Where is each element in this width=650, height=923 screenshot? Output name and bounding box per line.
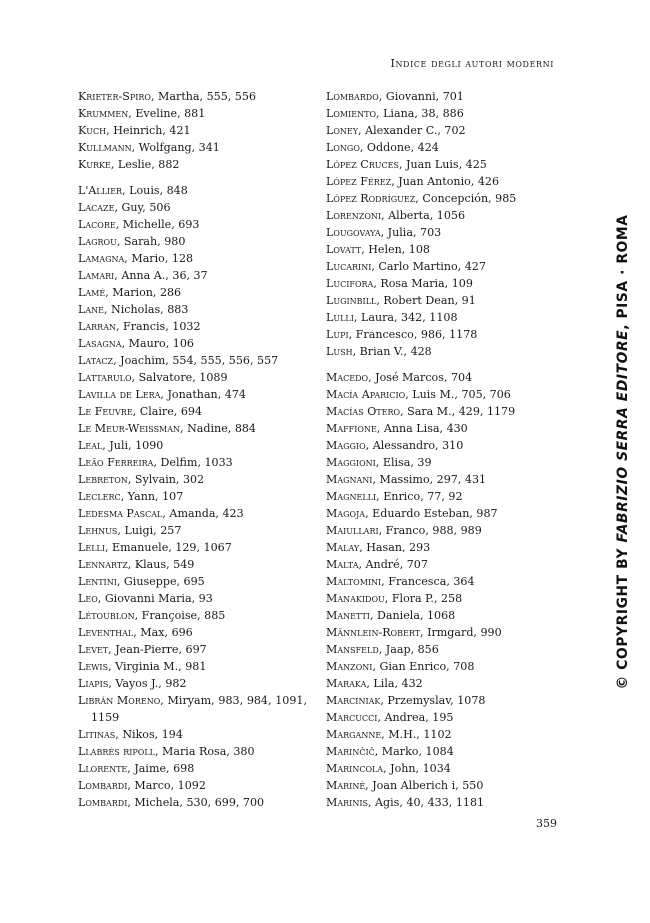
index-entry [78,267,307,284]
author-details: , Massimo, 297, 431 [372,473,487,486]
author-details: , Guy, 506 [114,201,171,214]
letter-group-gap [326,360,546,369]
author-surname: Lehnus [78,524,118,537]
author-surname: Kullmann [78,141,132,154]
author-surname: Marinis [326,796,368,809]
author-details: , Amanda, 423 [162,507,244,520]
author-surname: Lentini [78,575,117,588]
index-entry [326,156,546,173]
author-details: , Irmgard, 990 [420,626,502,639]
author-details: , Daniela, 1068 [369,609,456,622]
index-entry [78,471,307,488]
index-entry [326,624,546,641]
index-entry [326,658,546,675]
author-details: , Rosa Maria, 109 [373,277,473,290]
author-details: , Sara M., 429, 1179 [400,405,516,418]
author-details: , Anna A., 36, 37 [114,269,208,282]
index-entry [78,420,307,437]
author-surname: Le Meur-Weissman [78,422,181,435]
author-details: , Marco, 1092 [127,779,206,792]
author-details: , José Marcos, 704 [368,371,473,384]
author-details: , Enrico, 77, 92 [376,490,463,503]
copyright-suffix: , PISA · ROMA [615,214,631,330]
author-details: , Mauro, 106 [121,337,194,350]
author-surname: Marcucci [326,711,378,724]
author-surname: Kurke [78,158,111,171]
index-entry [78,216,307,233]
author-details: , Juli, 1090 [102,439,164,452]
author-details: , Agis, 40, 433, 1181 [367,796,485,809]
author-surname: Maggioni [326,456,376,469]
author-surname: Leal [78,439,103,452]
copyright-publisher: FABRIZIO SERRA EDITORE [615,329,631,543]
index-entry [78,539,307,556]
author-details: , Mario, 128 [124,252,194,265]
index-entry [326,292,546,309]
index-entry [326,275,546,292]
author-details: , Jonathan, 474 [160,388,246,401]
index-entry [78,233,307,250]
author-surname: Maiullari [326,524,379,537]
author-surname: Lelli [78,541,105,554]
author-surname: Longo [326,141,360,154]
author-surname: Magoja [326,507,366,520]
author-surname: Lennartz [78,558,128,571]
author-details: , Oddone, 424 [359,141,439,154]
author-surname: Marincola [326,762,384,775]
copyright-prefix: © COPYRIGHT BY [615,542,631,690]
author-details: , Delfim, 1033 [153,456,233,469]
author-surname: Lacore [78,218,116,231]
author-surname: Lane [78,303,104,316]
index-entry [326,760,546,777]
index-entry [78,352,307,369]
author-details: , Liana, 38, 886 [376,107,464,120]
author-details: , Salvatore, 1089 [131,371,228,384]
author-details: , Louis, 848 [122,184,188,197]
author-surname: Latacz [78,354,114,367]
index-entry [326,726,546,743]
author-surname: Krieter-Spiro [78,90,151,103]
author-details: , Emanuele, 129, 1067 [105,541,232,554]
author-surname: Lupi [326,328,349,341]
index-entry [326,224,546,241]
index-entry [78,505,307,522]
author-surname: Maggio [326,439,366,452]
author-surname: Llabrés ripoll [78,745,155,758]
author-surname: Lucarini [326,260,372,273]
author-surname: Lombardi [78,796,128,809]
author-details: , Sarah, 980 [116,235,186,248]
author-surname: Manzoni [326,660,373,673]
index-entry [78,522,307,539]
author-surname: Maffione [326,422,377,435]
author-details: , Nicholas, 883 [103,303,189,316]
index-entry [326,241,546,258]
index-column-right [326,88,546,811]
author-surname: Le Feuvre [78,405,133,418]
index-entry [78,675,307,692]
author-surname: Lovatt [326,243,362,256]
index-entry [78,182,307,199]
author-details: , Elisa, 39 [375,456,432,469]
author-details: , Francis, 1032 [115,320,201,333]
author-surname: Marinčič [326,745,375,758]
author-details: , Alessandro, 310 [365,439,464,452]
author-details: , Eveline, 881 [128,107,206,120]
index-entry [326,777,546,794]
index-entry [78,318,307,335]
index-entry [78,726,307,743]
author-details: , Maria Rosa, 380 [154,745,255,758]
author-details: , Klaus, 549 [127,558,195,571]
author-surname: Leão Ferreira [78,456,154,469]
author-surname: Lamari [78,269,115,282]
author-surname: Magnani [326,473,373,486]
author-surname: Kuch [78,124,107,137]
index-entry [326,522,546,539]
author-surname: Lombardo [326,90,379,103]
author-surname: Larran [78,320,116,333]
author-surname: Lasagna [78,337,122,350]
index-entry [78,556,307,573]
author-details: , Franco, 988, 989 [378,524,482,537]
running-head: Indice degli autori moderni [390,57,554,70]
index-entry [326,590,546,607]
author-surname: Lagrou [78,235,117,248]
author-details: , Luis M., 705, 706 [405,388,511,401]
author-details: , Alexander C., 702 [358,124,466,137]
index-entry [78,624,307,641]
author-surname: Macías Otero [326,405,401,418]
author-details: , Heinrich, 421 [106,124,191,137]
author-surname: Maltomini [326,575,382,588]
index-entry [326,641,546,658]
author-surname: Lattarulo [78,371,132,384]
index-entry [326,454,546,471]
author-surname: Lewis [78,660,109,673]
author-surname: Manakidou [326,592,385,605]
index-entry [78,658,307,675]
index-entry [326,403,546,420]
author-details: , Joachim, 554, 555, 556, 557 [113,354,279,367]
author-details: , Nadine, 884 [180,422,256,435]
author-surname: Macía Aparicio [326,388,406,401]
author-details: , Michelle, 693 [115,218,200,231]
author-surname: Litinas [78,728,116,741]
index-entry [78,386,307,403]
author-surname: Leclerc [78,490,121,503]
index-entry [78,590,307,607]
author-details: , Giuseppe, 695 [116,575,205,588]
author-surname: López Rodríguez [326,192,416,205]
author-details: , Eduardo Esteban, 987 [365,507,498,520]
index-entry [78,777,307,794]
copyright-notice [615,214,631,689]
author-details: , Anna Lisa, 430 [376,422,468,435]
author-details: , Juan Luis, 425 [398,158,487,171]
author-details: , Laura, 342, 1108 [353,311,458,324]
author-surname: Maraka [326,677,367,690]
index-entry [78,488,307,505]
author-surname: Marciniak [326,694,381,707]
author-surname: Lulli [326,311,354,324]
index-entry [78,250,307,267]
index-column-left [78,88,307,811]
author-surname: Malay [326,541,360,554]
author-surname: Lougovaya [326,226,381,239]
author-surname: Lebreton [78,473,128,486]
index-entry [78,403,307,420]
author-details: , Alberta, 1056 [381,209,466,222]
index-entry [78,301,307,318]
index-entry [326,794,546,811]
index-entry [326,88,546,105]
author-surname: Lorenzoni [326,209,382,222]
index-entry [78,122,307,139]
index-entry [78,139,307,156]
author-details: , Juan Antonio, 426 [391,175,500,188]
author-details: , Luigi, 257 [117,524,182,537]
author-surname: Lacaze [78,201,115,214]
index-entry [326,573,546,590]
index-entry [78,760,307,777]
author-details: , Przemyslav, 1078 [380,694,486,707]
author-surname: Manetti [326,609,370,622]
author-details: , Michela, 530, 699, 700 [127,796,265,809]
author-details: , Françoise, 885 [134,609,226,622]
author-details: , Andrea, 195 [377,711,454,724]
index-entry [326,386,546,403]
author-details: , Julia, 703 [380,226,442,239]
author-surname: Mariné [326,779,366,792]
index-entry [78,335,307,352]
author-details: , Marion, 286 [105,286,182,299]
author-details: , Vayos J., 982 [108,677,187,690]
author-details: , Concepción, 985 [415,192,517,205]
index-entry [78,692,307,726]
index-entry [78,437,307,454]
author-details: , Francesco, 986, 1178 [348,328,478,341]
author-surname: Lomiento [326,107,377,120]
author-details: , Giovanni, 701 [378,90,464,103]
author-surname: Mansfeld [326,643,379,656]
index-entry [326,607,546,624]
index-entry [78,794,307,811]
author-details: , M.H., 1102 [381,728,452,741]
index-entry [326,539,546,556]
author-surname: Malta [326,558,359,571]
author-surname: Macedo [326,371,369,384]
author-details: , Jean-Pierre, 697 [108,643,207,656]
page-number: 359 [536,817,557,830]
author-surname: Männlein-Robert [326,626,421,639]
author-details: , Robert Dean, 91 [376,294,476,307]
index-entry [78,199,307,216]
author-surname: Lombardi [78,779,128,792]
index-entry [326,743,546,760]
index-entry [78,156,307,173]
author-details: , Martha, 555, 556 [150,90,256,103]
author-details: , Sylvain, 302 [127,473,205,486]
index-entry [326,488,546,505]
index-entry [326,207,546,224]
author-details: , Leslie, 882 [110,158,180,171]
index-entry [326,343,546,360]
author-details: , Jaime, 698 [127,762,195,775]
author-details: , John, 1034 [383,762,451,775]
author-surname: Lamagna [78,252,125,265]
author-surname: Leo [78,592,98,605]
index-entry [326,139,546,156]
author-surname: Levet [78,643,109,656]
author-surname: Lamé [78,286,106,299]
author-surname: López Cruces [326,158,399,171]
author-surname: Marganne [326,728,382,741]
author-details: , André, 707 [358,558,428,571]
author-surname: Llorente [78,762,128,775]
author-details: , Nikos, 194 [115,728,183,741]
author-details: , Virginia M., 981 [108,660,207,673]
index-entry [326,556,546,573]
index-entry [326,675,546,692]
author-surname: Luginbill [326,294,377,307]
index-entry [326,505,546,522]
author-details: , Giovanni Maria, 93 [97,592,213,605]
index-entry [78,454,307,471]
author-details: , Joan Alberich i, 550 [365,779,484,792]
index-entry [78,573,307,590]
author-details: , Hasan, 293 [359,541,431,554]
index-entry [78,641,307,658]
author-surname: Lucifora [326,277,374,290]
index-entry [326,105,546,122]
author-details: , Lila, 432 [366,677,423,690]
index-entry [78,88,307,105]
author-details: , Helen, 108 [361,243,430,256]
author-details: , Miryam, 983, 984, 1091, 1159 [91,694,307,724]
author-surname: Leventhal [78,626,134,639]
author-surname: Magnelli [326,490,377,503]
author-surname: L'Allier [78,184,123,197]
index-entry [326,309,546,326]
index-entry [326,190,546,207]
author-surname: Liapis [78,677,109,690]
author-details: , Francesca, 364 [381,575,475,588]
author-surname: López Férez [326,175,392,188]
index-entry [78,743,307,760]
author-details: , Max, 696 [133,626,193,639]
author-surname: Krummen [78,107,129,120]
index-entry [326,437,546,454]
author-details: , Carlo Martino, 427 [371,260,486,273]
author-details: , Brian V., 428 [352,345,432,358]
author-details: , Claire, 694 [132,405,203,418]
index-entry [78,284,307,301]
index-entry [326,122,546,139]
index-entry [326,471,546,488]
author-surname: Ledesma Pascal [78,507,163,520]
index-entry [326,709,546,726]
index-entry [326,258,546,275]
author-surname: Létoublon [78,609,135,622]
author-surname: Lush [326,345,353,358]
index-entry [326,420,546,437]
index-entry [78,105,307,122]
author-details: , Marko, 1084 [374,745,454,758]
author-details: , Gian Enrico, 708 [372,660,475,673]
index-entry [326,369,546,386]
author-surname: Loney [326,124,359,137]
author-details: , Flora P., 258 [384,592,463,605]
author-surname: Librán Moreno [78,694,161,707]
index-entry [326,692,546,709]
author-surname: Lavilla de Lera [78,388,161,401]
index-entry [326,326,546,343]
index-entry [78,369,307,386]
letter-group-gap [78,173,307,182]
author-details: , Jaap, 856 [378,643,439,656]
index-entry [326,173,546,190]
author-details: , Wolfgang, 341 [131,141,220,154]
author-details: , Yann, 107 [120,490,184,503]
index-entry [78,607,307,624]
